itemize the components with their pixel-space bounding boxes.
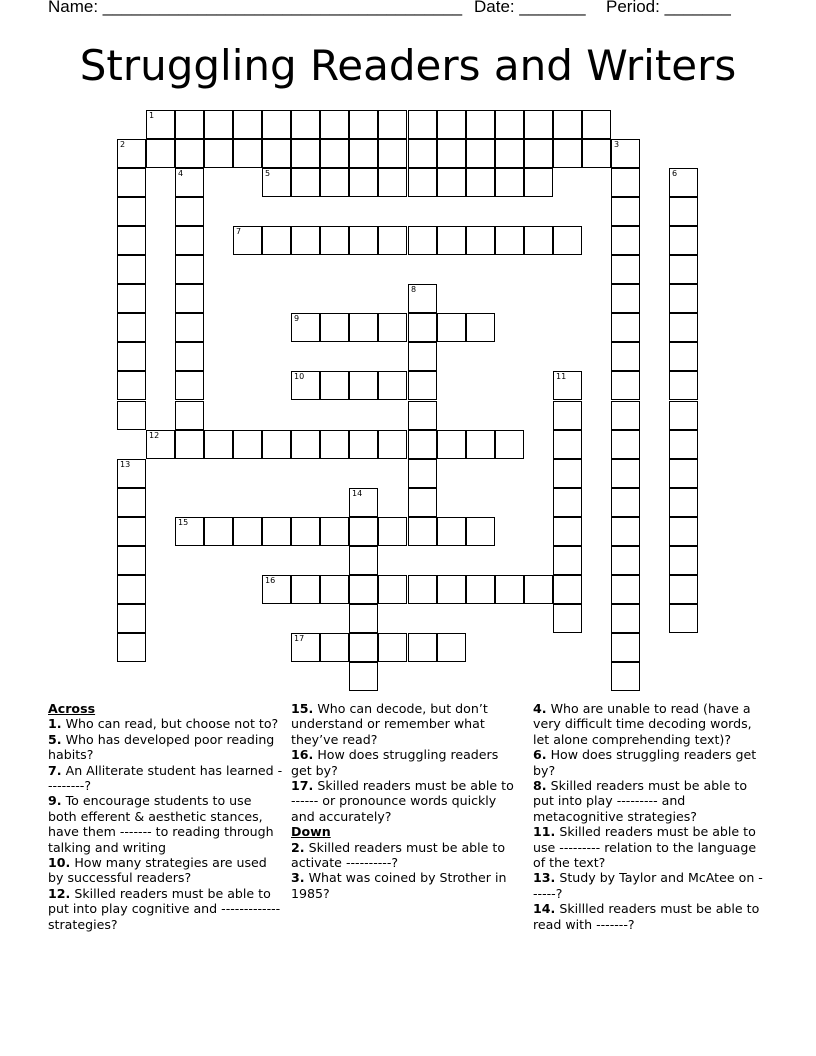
clue-across-10 — [48, 855, 283, 886]
grid-cell[interactable] — [408, 371, 437, 400]
grid-cell[interactable] — [408, 430, 437, 459]
clue-number: 6. — [533, 747, 547, 763]
grid-cell[interactable] — [146, 139, 175, 168]
clue-number: 11. — [533, 824, 556, 840]
grid-cell[interactable] — [175, 401, 204, 430]
grid-cell[interactable] — [349, 546, 378, 575]
clue-text: Skilled readers must be able to ------ or pronounce words quickly and accurately? — [291, 778, 514, 824]
grid-cell[interactable] — [175, 371, 204, 400]
grid-cell[interactable] — [466, 226, 495, 255]
clue-text: How does struggling readers get by? — [533, 747, 757, 778]
clue-across-16 — [291, 747, 519, 778]
grid-cell[interactable] — [175, 342, 204, 371]
grid-cell[interactable] — [553, 401, 582, 430]
grid-cell[interactable] — [204, 517, 233, 546]
grid-cell[interactable] — [262, 517, 291, 546]
grid-cell[interactable] — [146, 110, 175, 139]
grid-cell[interactable] — [437, 633, 466, 662]
grid-cell[interactable] — [291, 139, 320, 168]
grid-cell[interactable] — [669, 604, 698, 633]
clue-number-label: 3 — [614, 140, 620, 149]
clue-down-2 — [291, 840, 519, 871]
grid-cell[interactable] — [175, 110, 204, 139]
grid-cell[interactable] — [611, 168, 640, 197]
clue-number-label: 8 — [411, 285, 417, 294]
grid-cell[interactable] — [349, 488, 378, 517]
clue-number: 5. — [48, 731, 62, 747]
grid-cell[interactable] — [262, 168, 291, 197]
grid-cell[interactable] — [611, 139, 640, 168]
grid-cell[interactable] — [611, 401, 640, 430]
grid-cell[interactable] — [582, 139, 611, 168]
grid-cell[interactable] — [320, 575, 349, 604]
grid-cell[interactable] — [495, 575, 524, 604]
clue-text: An Alliterate student has learned ---------? — [48, 762, 283, 794]
grid-cell[interactable] — [291, 110, 320, 139]
clue-number-label: 17 — [294, 634, 305, 643]
grid-cell[interactable] — [669, 342, 698, 371]
grid-cell[interactable] — [611, 430, 640, 459]
clues-column-1 — [48, 701, 283, 932]
grid-cell[interactable] — [611, 459, 640, 488]
across-heading: Across — [48, 701, 96, 716]
grid-cell[interactable] — [669, 430, 698, 459]
period-field[interactable]: Period: _______ — [606, 0, 731, 16]
grid-cell[interactable] — [378, 517, 407, 546]
grid-cell[interactable] — [553, 459, 582, 488]
grid-cell[interactable] — [669, 488, 698, 517]
grid-cell[interactable] — [378, 371, 407, 400]
grid-cell[interactable] — [320, 633, 349, 662]
grid-cell[interactable] — [117, 604, 146, 633]
grid-cell[interactable] — [611, 255, 640, 284]
grid-cell[interactable] — [408, 110, 437, 139]
grid-cell[interactable] — [378, 575, 407, 604]
grid-cell[interactable] — [117, 517, 146, 546]
clue-text: How does struggling readers get by? — [291, 747, 499, 778]
grid-cell[interactable] — [378, 110, 407, 139]
grid-cell[interactable] — [320, 226, 349, 255]
grid-cell[interactable] — [466, 168, 495, 197]
grid-cell[interactable] — [233, 139, 262, 168]
clue-number: 13. — [533, 870, 556, 886]
grid-cell[interactable] — [349, 517, 378, 546]
grid-cell[interactable] — [408, 633, 437, 662]
clue-number-label: 2 — [120, 140, 126, 149]
grid-cell[interactable] — [553, 604, 582, 633]
clue-text: Skilled readers must be able to activate ----------? — [291, 839, 506, 871]
grid-cell[interactable] — [408, 401, 437, 430]
grid-cell[interactable] — [466, 313, 495, 342]
grid-cell[interactable] — [175, 139, 204, 168]
grid-cell[interactable] — [117, 633, 146, 662]
grid-cell[interactable] — [495, 110, 524, 139]
grid-cell[interactable] — [611, 546, 640, 575]
clue-across-12 — [48, 886, 283, 932]
clue-number: 2. — [291, 839, 305, 855]
grid-cell[interactable] — [233, 226, 262, 255]
grid-cell[interactable] — [408, 226, 437, 255]
grid-cell[interactable] — [524, 168, 553, 197]
grid-cell[interactable] — [320, 313, 349, 342]
grid-cell[interactable] — [262, 139, 291, 168]
grid-cell[interactable] — [117, 255, 146, 284]
clue-number: 7. — [48, 762, 62, 778]
grid-cell[interactable] — [175, 430, 204, 459]
clue-down-6 — [533, 747, 765, 778]
grid-cell[interactable] — [669, 313, 698, 342]
grid-cell[interactable] — [262, 110, 291, 139]
clue-text: To encourage students to use both efferent & aesthetic stances, have them ------- to reading through talking and writing — [48, 793, 274, 855]
grid-cell[interactable] — [320, 430, 349, 459]
grid-cell[interactable] — [291, 517, 320, 546]
grid-cell[interactable] — [611, 342, 640, 371]
grid-cell[interactable] — [349, 226, 378, 255]
grid-cell[interactable] — [378, 313, 407, 342]
grid-cell[interactable] — [320, 139, 349, 168]
clue-number: 8. — [533, 778, 547, 794]
grid-cell[interactable] — [437, 430, 466, 459]
grid-cell[interactable] — [408, 313, 437, 342]
clue-number: 17. — [291, 778, 314, 794]
clue-text: How many strategies are used by successful readers? — [48, 855, 267, 886]
clue-number: 3. — [291, 870, 305, 886]
clue-number-label: 9 — [294, 314, 300, 323]
grid-cell[interactable] — [291, 575, 320, 604]
clue-number-label: 14 — [352, 489, 363, 498]
grid-cell[interactable] — [117, 197, 146, 226]
grid-cell[interactable] — [117, 168, 146, 197]
grid-cell[interactable] — [291, 226, 320, 255]
grid-cell[interactable] — [553, 488, 582, 517]
grid-cell[interactable] — [349, 430, 378, 459]
grid-cell[interactable] — [553, 575, 582, 604]
grid-cell[interactable] — [495, 430, 524, 459]
grid-cell[interactable] — [669, 284, 698, 313]
grid-cell[interactable] — [320, 110, 349, 139]
name-field[interactable]: Name: ______________________________________ — [48, 0, 463, 16]
grid-cell[interactable] — [466, 517, 495, 546]
grid-cell[interactable] — [669, 226, 698, 255]
grid-cell[interactable] — [349, 371, 378, 400]
down-heading: Down — [291, 824, 331, 840]
grid-cell[interactable] — [378, 430, 407, 459]
grid-cell[interactable] — [349, 139, 378, 168]
clue-down-14 — [533, 901, 765, 932]
grid-cell[interactable] — [553, 226, 582, 255]
grid-cell[interactable] — [117, 371, 146, 400]
clue-across-5 — [48, 732, 283, 763]
grid-cell[interactable] — [669, 546, 698, 575]
grid-cell[interactable] — [669, 459, 698, 488]
grid-cell[interactable] — [437, 575, 466, 604]
grid-cell[interactable] — [349, 313, 378, 342]
grid-cell[interactable] — [553, 110, 582, 139]
grid-cell[interactable] — [524, 575, 553, 604]
grid-cell[interactable] — [320, 371, 349, 400]
grid-cell[interactable] — [320, 517, 349, 546]
clue-number: 14. — [533, 901, 556, 917]
clue-number-label: 12 — [149, 431, 160, 440]
clue-text: Who can read, but choose not to? — [65, 716, 279, 732]
grid-cell[interactable] — [611, 575, 640, 604]
grid-cell[interactable] — [146, 430, 175, 459]
clue-number-label: 6 — [672, 169, 678, 178]
grid-cell[interactable] — [175, 284, 204, 313]
clue-number-label: 4 — [178, 169, 184, 178]
grid-cell[interactable] — [408, 575, 437, 604]
grid-cell[interactable] — [117, 284, 146, 313]
grid-cell[interactable] — [204, 110, 233, 139]
clue-number: 1. — [48, 716, 62, 732]
grid-cell[interactable] — [437, 110, 466, 139]
clue-number: 4. — [533, 701, 547, 716]
grid-cell[interactable] — [611, 517, 640, 546]
grid-cell[interactable] — [466, 139, 495, 168]
grid-cell[interactable] — [611, 371, 640, 400]
clue-number: 9. — [48, 793, 62, 809]
grid-cell[interactable] — [233, 517, 262, 546]
grid-cell[interactable] — [553, 517, 582, 546]
grid-cell[interactable] — [437, 313, 466, 342]
grid-cell[interactable] — [117, 139, 146, 168]
clue-across-15 — [291, 701, 519, 747]
grid-cell[interactable] — [408, 517, 437, 546]
grid-cell[interactable] — [669, 371, 698, 400]
grid-cell[interactable] — [611, 226, 640, 255]
grid-cell[interactable] — [669, 575, 698, 604]
grid-cell[interactable] — [349, 662, 378, 691]
grid-cell[interactable] — [669, 401, 698, 430]
clue-text: Who has developed poor reading habits? — [48, 731, 275, 763]
grid-cell[interactable] — [553, 139, 582, 168]
grid-cell[interactable] — [262, 226, 291, 255]
grid-cell[interactable] — [262, 430, 291, 459]
grid-cell[interactable] — [611, 313, 640, 342]
clue-down-11 — [533, 824, 765, 870]
grid-cell[interactable] — [669, 517, 698, 546]
clue-down-13 — [533, 870, 765, 901]
clue-number: 16. — [291, 747, 314, 763]
clue-number-label: 15 — [178, 518, 189, 527]
grid-cell[interactable] — [553, 546, 582, 575]
clue-text: What was coined by Strother in 1985? — [291, 870, 507, 901]
clue-across-7 — [48, 763, 283, 794]
clue-text: Skilled readers must be able to put into play cognitive and ------------- strategies? — [48, 885, 281, 932]
grid-cell[interactable] — [175, 168, 204, 197]
clue-number-label: 1 — [149, 111, 155, 120]
grid-cell[interactable] — [669, 255, 698, 284]
grid-cell[interactable] — [204, 139, 233, 168]
clue-text: Who are unable to read (have a very difficult time decoding words, let alone comprehending text)? — [533, 701, 752, 747]
grid-cell[interactable] — [117, 342, 146, 371]
grid-cell[interactable] — [233, 110, 262, 139]
grid-cell[interactable] — [524, 110, 553, 139]
grid-cell[interactable] — [669, 197, 698, 226]
clue-across-1 — [48, 716, 283, 731]
clue-number-label: 16 — [265, 576, 276, 585]
grid-cell[interactable] — [291, 313, 320, 342]
grid-cell[interactable] — [466, 575, 495, 604]
clue-across-9 — [48, 793, 283, 855]
grid-cell[interactable] — [437, 139, 466, 168]
grid-cell[interactable] — [611, 284, 640, 313]
grid-cell[interactable] — [582, 110, 611, 139]
grid-cell[interactable] — [408, 168, 437, 197]
grid-cell[interactable] — [611, 604, 640, 633]
grid-cell[interactable] — [437, 517, 466, 546]
grid-cell[interactable] — [204, 430, 233, 459]
clue-text: Skillled readers must be able to read with -------? — [533, 901, 760, 932]
grid-cell[interactable] — [175, 255, 204, 284]
clue-text: Who can decode, but don’t understand or remember what they’ve read? — [291, 701, 488, 747]
grid-cell[interactable] — [291, 633, 320, 662]
clue-number-label: 7 — [236, 227, 242, 236]
clue-number-label: 11 — [556, 372, 567, 381]
grid-cell[interactable] — [408, 459, 437, 488]
grid-cell[interactable] — [408, 139, 437, 168]
grid-cell[interactable] — [378, 139, 407, 168]
clues-column-3 — [533, 701, 765, 932]
date-field[interactable]: Date: _______ — [474, 0, 586, 16]
clue-across-17 — [291, 778, 519, 824]
grid-cell[interactable] — [553, 430, 582, 459]
grid-cell[interactable] — [437, 226, 466, 255]
clue-down-8 — [533, 778, 765, 824]
grid-cell[interactable] — [524, 226, 553, 255]
clue-number-label: 5 — [265, 169, 271, 178]
clue-number-label: 13 — [120, 460, 131, 469]
grid-cell[interactable] — [117, 575, 146, 604]
grid-cell[interactable] — [378, 633, 407, 662]
puzzle-title: Struggling Readers and Writers — [79, 41, 737, 90]
grid-cell[interactable] — [495, 139, 524, 168]
grid-cell[interactable] — [669, 168, 698, 197]
grid-cell[interactable] — [495, 226, 524, 255]
grid-cell[interactable] — [611, 662, 640, 691]
grid-cell[interactable] — [117, 459, 146, 488]
grid-cell[interactable] — [349, 168, 378, 197]
clues-column-2 — [291, 701, 519, 901]
grid-cell[interactable] — [117, 313, 146, 342]
grid-cell[interactable] — [262, 575, 291, 604]
grid-cell[interactable] — [117, 226, 146, 255]
grid-cell[interactable] — [408, 342, 437, 371]
grid-cell[interactable] — [175, 517, 204, 546]
clue-text: Skilled readers must be able to use --------- relation to the language of the text? — [533, 824, 757, 871]
grid-cell[interactable] — [437, 168, 466, 197]
grid-cell[interactable] — [553, 371, 582, 400]
grid-cell[interactable] — [291, 430, 320, 459]
grid-cell[interactable] — [611, 488, 640, 517]
grid-cell[interactable] — [378, 226, 407, 255]
grid-cell[interactable] — [495, 168, 524, 197]
grid-cell[interactable] — [175, 197, 204, 226]
grid-cell[interactable] — [117, 488, 146, 517]
clue-number-label: 10 — [294, 372, 305, 381]
grid-cell[interactable] — [611, 197, 640, 226]
clue-text: Skilled readers must be able to put into play --------- and metacognitive strategies? — [533, 778, 748, 824]
grid-cell[interactable] — [175, 226, 204, 255]
grid-cell[interactable] — [611, 633, 640, 662]
clue-number: 12. — [48, 885, 71, 901]
clue-number: 10. — [48, 855, 71, 871]
grid-cell[interactable] — [233, 430, 262, 459]
grid-cell[interactable] — [349, 110, 378, 139]
grid-cell[interactable] — [349, 575, 378, 604]
grid-cell[interactable] — [117, 401, 146, 430]
clue-down-3 — [291, 870, 519, 901]
grid-cell[interactable] — [349, 633, 378, 662]
grid-cell[interactable] — [291, 168, 320, 197]
grid-cell[interactable] — [466, 110, 495, 139]
grid-cell[interactable] — [378, 168, 407, 197]
grid-cell[interactable] — [408, 488, 437, 517]
clue-text: Study by Taylor and McAtee on ------? — [533, 870, 763, 901]
grid-cell[interactable] — [291, 371, 320, 400]
grid-cell[interactable] — [408, 284, 437, 313]
grid-cell[interactable] — [349, 604, 378, 633]
clue-down-4 — [533, 701, 765, 747]
grid-cell[interactable] — [466, 430, 495, 459]
grid-cell[interactable] — [524, 139, 553, 168]
clue-number: 15. — [291, 701, 314, 716]
grid-cell[interactable] — [175, 313, 204, 342]
grid-cell[interactable] — [320, 168, 349, 197]
grid-cell[interactable] — [117, 546, 146, 575]
